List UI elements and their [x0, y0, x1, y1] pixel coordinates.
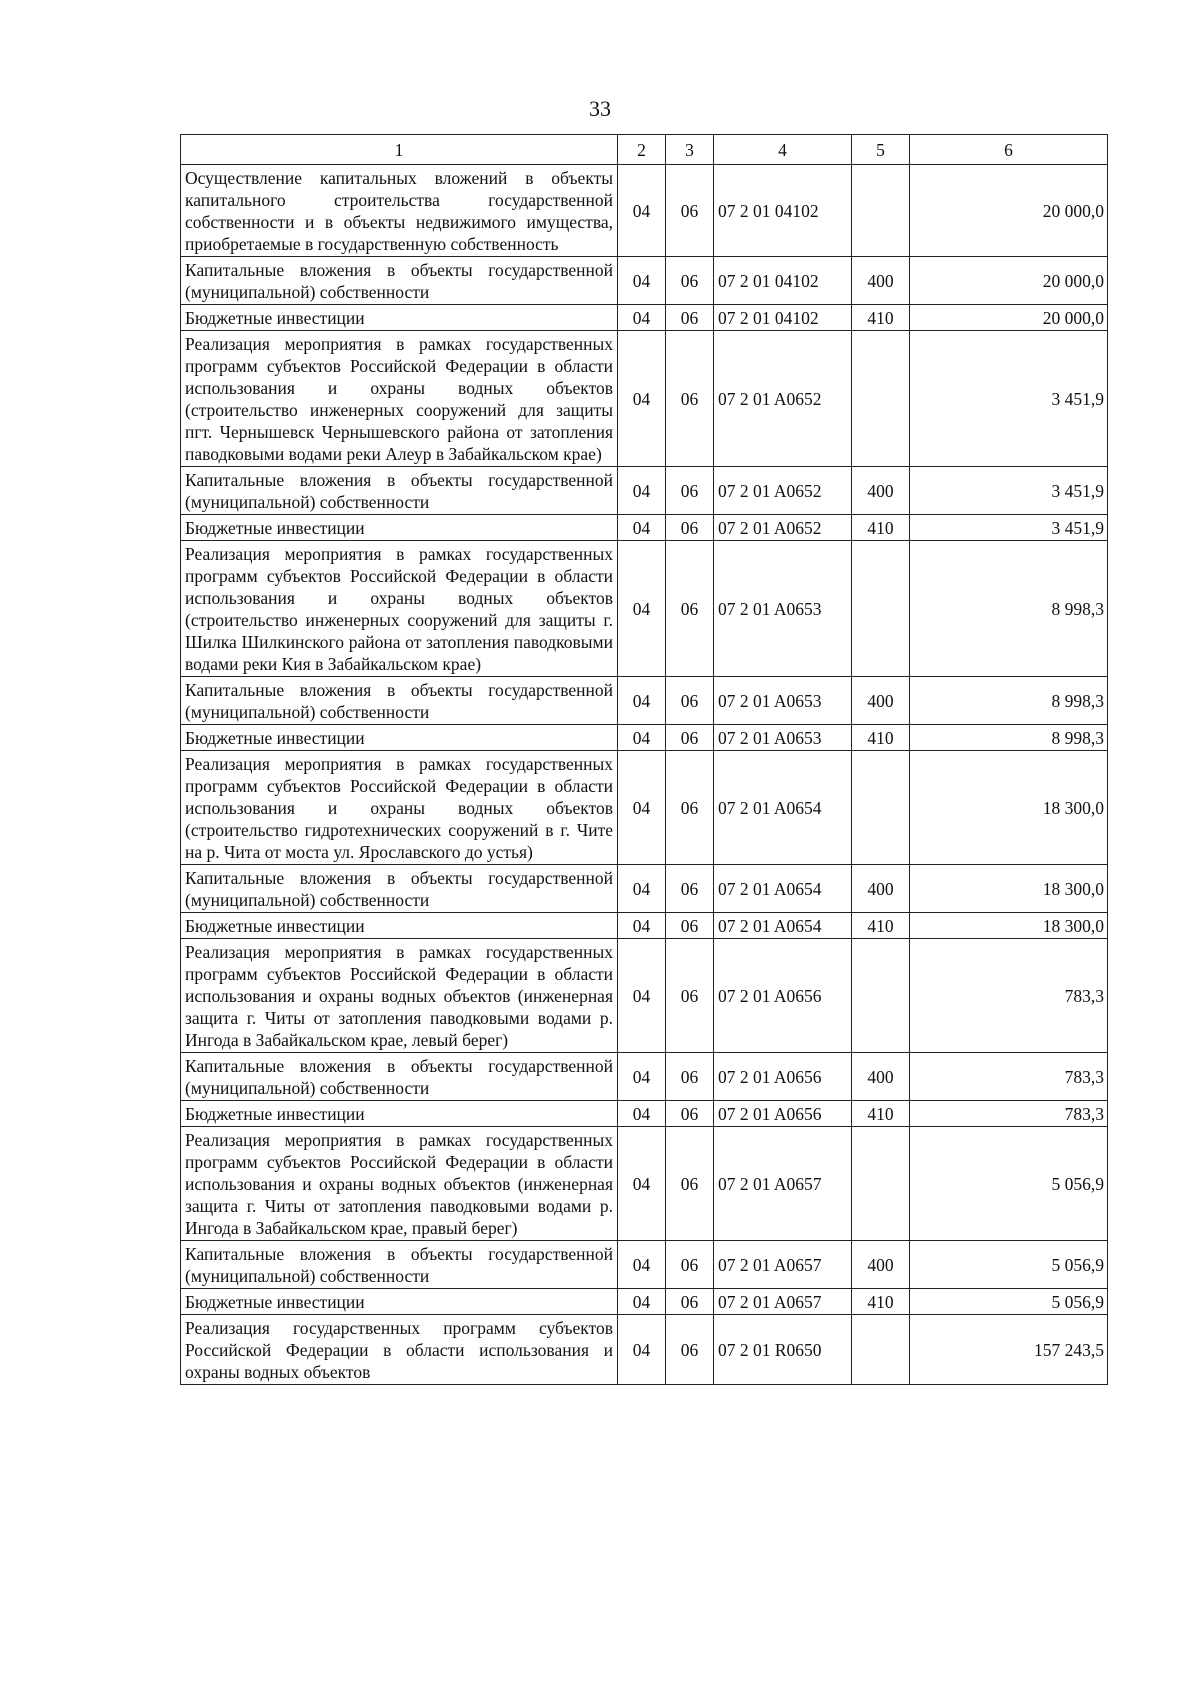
row-name: Бюджетные инвестиции — [181, 305, 618, 331]
row-expense-type: 400 — [852, 467, 910, 515]
row-section: 04 — [618, 305, 666, 331]
row-amount: 20 000,0 — [910, 305, 1108, 331]
row-target-code: 07 2 01 04102 — [714, 165, 852, 257]
row-expense-type — [852, 751, 910, 865]
row-name: Бюджетные инвестиции — [181, 725, 618, 751]
row-name: Капитальные вложения в объекты государственной (муниципальной) собственности — [181, 257, 618, 305]
table-row — [181, 467, 1108, 515]
row-name: Капитальные вложения в объекты государственной (муниципальной) собственности — [181, 865, 618, 913]
row-target-code: 07 2 01 A0653 — [714, 677, 852, 725]
row-target-code: 07 2 01 04102 — [714, 305, 852, 331]
row-amount: 3 451,9 — [910, 467, 1108, 515]
row-subsection: 06 — [666, 1241, 714, 1289]
row-subsection: 06 — [666, 467, 714, 515]
row-amount: 5 056,9 — [910, 1289, 1108, 1315]
row-target-code: 07 2 01 A0657 — [714, 1289, 852, 1315]
row-section: 04 — [618, 257, 666, 305]
row-name: Реализация мероприятия в рамках государственных программ субъектов Российской Федерации в области использования и охраны водных объектов (инженерная защита г. Читы от затопления паводковыми водами р. Ингода в Забайкальском крае, левый берег) — [181, 939, 618, 1053]
table-header-row — [181, 135, 1108, 165]
row-section: 04 — [618, 939, 666, 1053]
row-section: 04 — [618, 1053, 666, 1101]
row-expense-type: 400 — [852, 1241, 910, 1289]
table-row — [181, 939, 1108, 1053]
row-expense-type — [852, 331, 910, 467]
header-col-2: 2 — [618, 135, 666, 165]
row-section: 04 — [618, 677, 666, 725]
table-row — [181, 1053, 1108, 1101]
table-row — [181, 541, 1108, 677]
row-amount: 18 300,0 — [910, 751, 1108, 865]
row-amount: 3 451,9 — [910, 331, 1108, 467]
row-section: 04 — [618, 865, 666, 913]
row-expense-type: 400 — [852, 1053, 910, 1101]
row-name: Реализация государственных программ субъектов Российской Федерации в области использования и охраны водных объектов — [181, 1315, 618, 1385]
budget-table — [180, 134, 1108, 1385]
row-subsection: 06 — [666, 1127, 714, 1241]
header-col-3: 3 — [666, 135, 714, 165]
row-section: 04 — [618, 1289, 666, 1315]
row-subsection: 06 — [666, 913, 714, 939]
row-expense-type: 410 — [852, 515, 910, 541]
row-section: 04 — [618, 1127, 666, 1241]
row-amount: 783,3 — [910, 939, 1108, 1053]
row-section: 04 — [618, 913, 666, 939]
row-target-code: 07 2 01 A0657 — [714, 1127, 852, 1241]
row-section: 04 — [618, 1241, 666, 1289]
row-section: 04 — [618, 725, 666, 751]
row-expense-type — [852, 1127, 910, 1241]
row-amount: 18 300,0 — [910, 913, 1108, 939]
row-name: Бюджетные инвестиции — [181, 913, 618, 939]
row-expense-type: 410 — [852, 305, 910, 331]
row-section: 04 — [618, 751, 666, 865]
row-amount: 18 300,0 — [910, 865, 1108, 913]
header-col-5: 5 — [852, 135, 910, 165]
table-row — [181, 305, 1108, 331]
row-target-code: 07 2 01 A0652 — [714, 331, 852, 467]
row-target-code: 07 2 01 A0656 — [714, 1053, 852, 1101]
row-amount: 783,3 — [910, 1053, 1108, 1101]
row-subsection: 06 — [666, 1289, 714, 1315]
table-row — [181, 725, 1108, 751]
row-subsection: 06 — [666, 305, 714, 331]
row-name: Реализация мероприятия в рамках государственных программ субъектов Российской Федерации в области использования и охраны водных объектов (инженерная защита г. Читы от затопления паводковыми водами р. Ингода в Забайкальском крае, правый берег) — [181, 1127, 618, 1241]
row-amount: 20 000,0 — [910, 165, 1108, 257]
row-target-code: 07 2 01 A0653 — [714, 725, 852, 751]
row-target-code: 07 2 01 A0653 — [714, 541, 852, 677]
header-col-4: 4 — [714, 135, 852, 165]
table-body — [181, 165, 1108, 1385]
row-subsection: 06 — [666, 331, 714, 467]
row-amount: 8 998,3 — [910, 541, 1108, 677]
row-expense-type: 410 — [852, 1101, 910, 1127]
row-name: Осуществление капитальных вложений в объекты капитального строительства государственной собственности и в объекты недвижимого имущества, приобретаемые в государственную собственность — [181, 165, 618, 257]
page-number: 33 — [589, 96, 611, 121]
table-row — [181, 1289, 1108, 1315]
row-amount: 157 243,5 — [910, 1315, 1108, 1385]
row-subsection: 06 — [666, 541, 714, 677]
row-subsection: 06 — [666, 751, 714, 865]
row-subsection: 06 — [666, 1315, 714, 1385]
row-name: Капитальные вложения в объекты государственной (муниципальной) собственности — [181, 1241, 618, 1289]
row-subsection: 06 — [666, 939, 714, 1053]
row-amount: 8 998,3 — [910, 725, 1108, 751]
row-expense-type: 410 — [852, 725, 910, 751]
row-target-code: 07 2 01 A0652 — [714, 467, 852, 515]
row-name: Капитальные вложения в объекты государственной (муниципальной) собственности — [181, 677, 618, 725]
row-amount: 783,3 — [910, 1101, 1108, 1127]
row-expense-type — [852, 165, 910, 257]
row-name: Реализация мероприятия в рамках государственных программ субъектов Российской Федерации в области использования и охраны водных объектов (строительство инженерных сооружений для защиты г. Шилка Шилкинского района от затопления паводковыми водами реки Кия в Забайкальском крае) — [181, 541, 618, 677]
row-target-code: 07 2 01 A0656 — [714, 939, 852, 1053]
row-section: 04 — [618, 331, 666, 467]
row-amount: 20 000,0 — [910, 257, 1108, 305]
row-section: 04 — [618, 541, 666, 677]
row-expense-type: 400 — [852, 677, 910, 725]
row-subsection: 06 — [666, 515, 714, 541]
row-section: 04 — [618, 1315, 666, 1385]
row-amount: 5 056,9 — [910, 1241, 1108, 1289]
row-section: 04 — [618, 165, 666, 257]
header-col-6: 6 — [910, 135, 1108, 165]
row-amount: 5 056,9 — [910, 1127, 1108, 1241]
row-name: Капитальные вложения в объекты государственной (муниципальной) собственности — [181, 467, 618, 515]
row-amount: 3 451,9 — [910, 515, 1108, 541]
row-target-code: 07 2 01 A0654 — [714, 865, 852, 913]
table-row — [181, 751, 1108, 865]
row-expense-type: 410 — [852, 913, 910, 939]
row-subsection: 06 — [666, 725, 714, 751]
header-col-1: 1 — [181, 135, 618, 165]
row-expense-type — [852, 541, 910, 677]
table-row — [181, 1315, 1108, 1385]
row-subsection: 06 — [666, 1053, 714, 1101]
row-name: Бюджетные инвестиции — [181, 515, 618, 541]
row-target-code: 07 2 01 A0654 — [714, 751, 852, 865]
row-expense-type — [852, 939, 910, 1053]
table-row — [181, 865, 1108, 913]
row-expense-type — [852, 1315, 910, 1385]
row-subsection: 06 — [666, 257, 714, 305]
table-row — [181, 1127, 1108, 1241]
row-amount: 8 998,3 — [910, 677, 1108, 725]
table-row — [181, 1241, 1108, 1289]
table-row — [181, 515, 1108, 541]
table-row — [181, 677, 1108, 725]
row-subsection: 06 — [666, 165, 714, 257]
row-section: 04 — [618, 1101, 666, 1127]
row-target-code: 07 2 01 A0654 — [714, 913, 852, 939]
table-row — [181, 1101, 1108, 1127]
row-name: Капитальные вложения в объекты государственной (муниципальной) собственности — [181, 1053, 618, 1101]
row-subsection: 06 — [666, 1101, 714, 1127]
row-expense-type: 410 — [852, 1289, 910, 1315]
row-expense-type: 400 — [852, 257, 910, 305]
table-row — [181, 257, 1108, 305]
table-row — [181, 331, 1108, 467]
row-subsection: 06 — [666, 677, 714, 725]
row-name: Реализация мероприятия в рамках государственных программ субъектов Российской Федерации в области использования и охраны водных объектов (строительство инженерных сооружений для защиты пгт. Чернышевск Чернышевского района от затопления паводковыми водами реки Алеур в Забайкальском крае) — [181, 331, 618, 467]
row-name: Реализация мероприятия в рамках государственных программ субъектов Российской Федерации в области использования и охраны водных объектов (строительство гидротехнических сооружений в г. Чите на р. Чита от моста ул. Ярославского до устья) — [181, 751, 618, 865]
row-section: 04 — [618, 467, 666, 515]
row-name: Бюджетные инвестиции — [181, 1101, 618, 1127]
row-target-code: 07 2 01 A0656 — [714, 1101, 852, 1127]
row-target-code: 07 2 01 04102 — [714, 257, 852, 305]
table-row — [181, 913, 1108, 939]
row-expense-type: 400 — [852, 865, 910, 913]
row-target-code: 07 2 01 R0650 — [714, 1315, 852, 1385]
row-target-code: 07 2 01 A0652 — [714, 515, 852, 541]
row-name: Бюджетные инвестиции — [181, 1289, 618, 1315]
row-section: 04 — [618, 515, 666, 541]
row-target-code: 07 2 01 A0657 — [714, 1241, 852, 1289]
row-subsection: 06 — [666, 865, 714, 913]
table-row — [181, 165, 1108, 257]
